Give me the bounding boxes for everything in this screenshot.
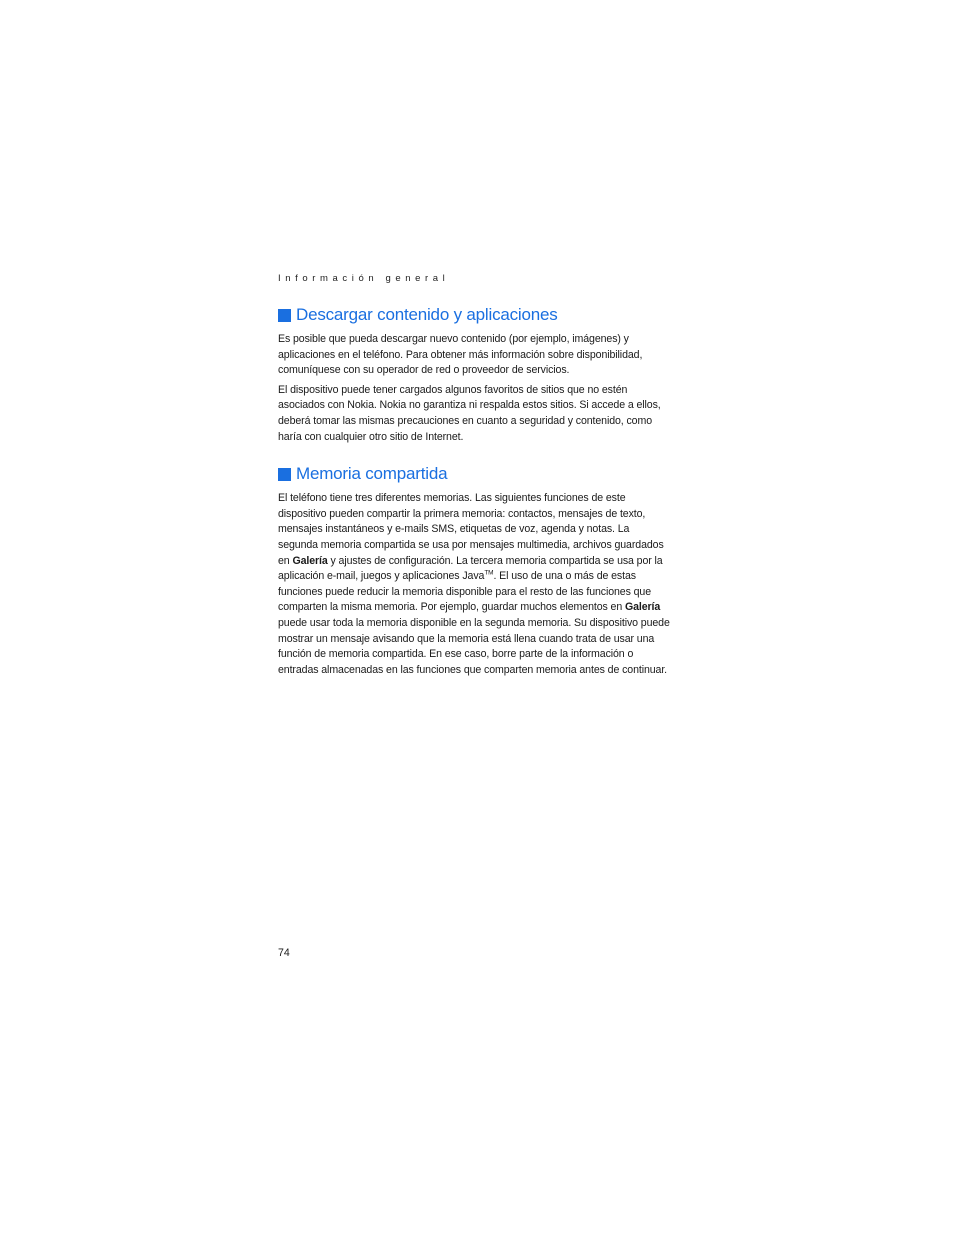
- square-bullet-icon: [278, 468, 291, 481]
- running-header: Información general: [278, 273, 450, 284]
- page-content: [278, 270, 670, 682]
- menu-name-galeria: Galería: [292, 554, 328, 567]
- text-run: El teléfono tiene tres diferentes memorias. Las siguientes funciones de este dispositivo pueden compartir la primera memoria: contactos, mensajes de texto, mensajes instantáneos y e-mails SMS, etiquetas de voz, agenda y notas. La segunda memoria compartida se usa por mensajes multimedia, archivos guardados en: [278, 492, 664, 567]
- section-heading: [278, 463, 670, 485]
- section-shared-memory: [278, 463, 670, 678]
- text-run: . El uso de una o más de estas funciones puede reducir la memoria disponible para el resto de las funciones que comparten la misma memoria. Por ejemplo, guardar muchos elementos en: [278, 570, 652, 614]
- paragraph: Es posible que pueda descargar nuevo contenido (por ejemplo, imágenes) y aplicaciones en el teléfono. Para obtener más información sobre disponibilidad, comuníquese con su operador de red o proveedor de servicios.: [278, 333, 643, 377]
- paragraph: [278, 491, 670, 678]
- text-run: y ajustes de configuración. La tercera memoria compartida se usa por la aplicación e-mail, juegos y aplicaciones Java: [278, 554, 663, 583]
- page-number: 74: [278, 947, 290, 959]
- menu-name-galeria: Galería: [624, 601, 661, 614]
- trademark-mark: TM: [484, 569, 494, 577]
- section-heading: [278, 304, 670, 326]
- paragraph: El dispositivo puede tener cargados algunos favoritos de sitios que no estén asociados con Nokia. Nokia no garantiza ni respalda estos sitios. Si accede a ellos, deberá tomar las mismas precauciones en cuanto a seguridad y contenido, como haría con cualquier otro sitio de Internet.: [278, 383, 661, 443]
- text-run: puede usar toda la memoria disponible en la segunda memoria. Su dispositivo puede mostrar un mensaje avisando que la memoria está llena cuando trata de usar una función de memoria compartida. En ese caso, borre parte de la información o entradas almacenadas en las funciones que comparten memoria antes de continuar.: [278, 616, 670, 676]
- section-title: Descargar contenido y aplicaciones: [296, 305, 558, 324]
- square-bullet-icon: [278, 309, 291, 322]
- section-title: Memoria compartida: [296, 464, 448, 484]
- section-download-content: [278, 304, 670, 445]
